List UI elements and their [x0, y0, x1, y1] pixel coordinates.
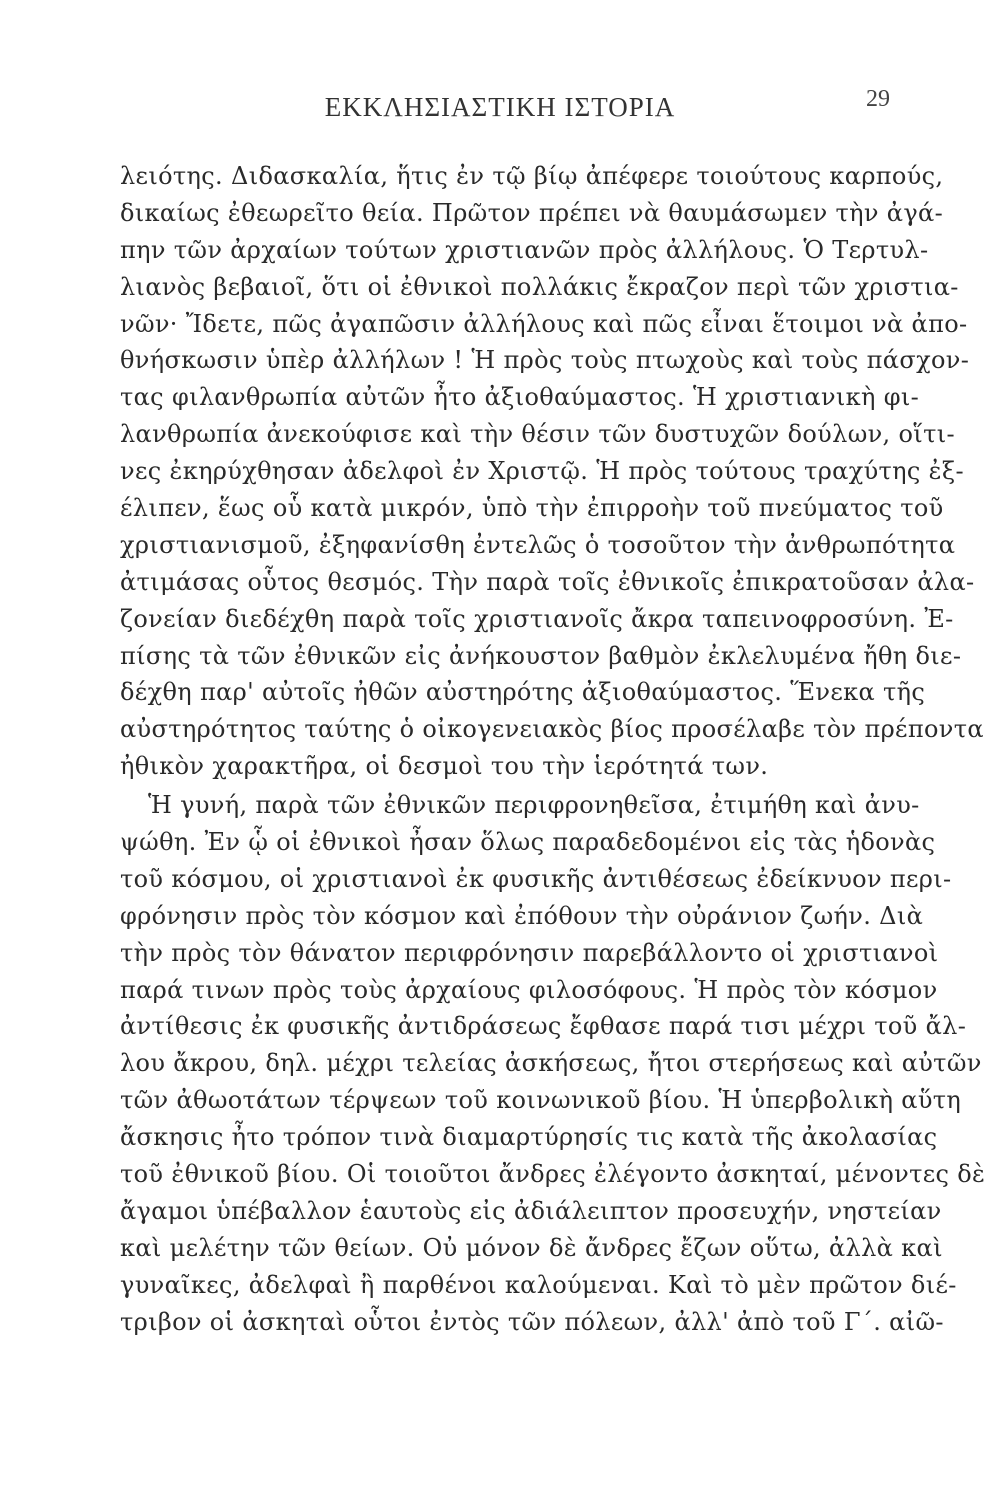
text-line: δέχθη παρ' αὐτοῖς ἠθῶν αὐστηρότης ἀξιοθαύμαστος. Ἕνεκα τῆς: [120, 678, 926, 707]
text-line: τὴν πρὸς τὸν θάνατον περιφρόνησιν παρεβάλλοντο οἱ χριστιανοὶ: [120, 938, 939, 967]
running-header: [120, 86, 890, 123]
text-line: ζονείαν διεδέχθη παρὰ τοῖς χριστιανοῖς ἄκρα ταπεινοφροσύνη. Ἐ-: [120, 604, 954, 633]
page-title: ΕΚΚΛΗΣΙΑΣΤΙΚΗ ΙΣΤΟΡΙΑ: [324, 92, 676, 122]
text-line: πην τῶν ἀρχαίων τούτων χριστιανῶν πρὸς ἀλλήλους. Ὁ Τερτυλ-: [120, 235, 929, 264]
text-line: νῶν· Ἴδετε, πῶς ἀγαπῶσιν ἀλλήλους καὶ πῶς εἶναι ἕτοιμοι νὰ ἀπο-: [120, 309, 968, 338]
text-line: θνήσκωσιν ὑπὲρ ἀλλήλων ! Ἡ πρὸς τοὺς πτωχοὺς καὶ τοὺς πάσχον-: [120, 346, 970, 375]
text-line: αὐστηρότητος ταύτης ὁ οἰκογενειακὸς βίος προσέλαβε τὸν πρέποντα: [120, 715, 984, 744]
text-line: ἀτιμάσας οὗτος θεσμός. Τὴν παρὰ τοῖς ἐθνικοῖς ἐπικρατοῦσαν ἀλα-: [120, 567, 975, 596]
text-line: παρά τινων πρὸς τοὺς ἀρχαίους φιλοσόφους. Ἡ πρὸς τὸν κόσμον: [120, 975, 938, 1004]
text-line: τῶν ἀθωοτάτων τέρψεων τοῦ κοινωνικοῦ βίου. Ἡ ὑπερβολικὴ αὕτη: [120, 1086, 962, 1115]
page-number: 29: [866, 86, 890, 112]
text-line: ψώθη. Ἐν ᾧ οἱ ἐθνικοὶ ἦσαν ὅλως παραδεδομένοι εἰς τὰς ἡδονὰς: [120, 828, 936, 857]
text-line: φρόνησιν πρὸς τὸν κόσμον καὶ ἐπόθουν τὴν οὐράνιον ζωήν. Διὰ: [120, 901, 924, 930]
text-line: λιανὸς βεβαιοῖ, ὅτι οἱ ἐθνικοὶ πολλάκις ἔκραζον περὶ τῶν χριστια-: [120, 272, 959, 301]
text-line: γυναῖκες, ἀδελφαὶ ἢ παρθένοι καλούμεναι. Καὶ τὸ μὲν πρῶτον διέ-: [120, 1270, 957, 1299]
text-line: λειότης. Διδασκαλία, ἥτις ἐν τῷ βίῳ ἀπέφερε τοιούτους καρπούς,: [120, 162, 944, 190]
text-line: νες ἐκηρύχθησαν ἀδελφοὶ ἐν Χριστῷ. Ἡ πρὸς τούτους τραχύτης ἐξ-: [120, 457, 964, 486]
text-line: έλιπεν, ἕως οὗ κατὰ μικρόν, ὑπὸ τὴν ἐπιρροὴν τοῦ πνεύματος τοῦ: [120, 494, 944, 523]
text-line: τοῦ ἐθνικοῦ βίου. Οἱ τοιοῦτοι ἄνδρες ἐλέγοντο ἀσκηταί, μένοντες δὲ: [120, 1160, 986, 1189]
text-line: ἠθικὸν χαρακτῆρα, οἱ δεσμοὶ του τὴν ἱερότητά των.: [120, 752, 769, 781]
text-line: δικαίως ἐθεωρεῖτο θεία. Πρῶτον πρέπει νὰ θαυμάσωμεν τὴν ἀγά-: [120, 198, 944, 227]
text-line: τριβον οἱ ἀσκηταὶ οὗτοι ἐντὸς τῶν πόλεων, ἀλλ' ἀπὸ τοῦ Γ΄. αἰῶ-: [120, 1307, 944, 1336]
text-line: λου ἄκρου, δηλ. μέχρι τελείας ἀσκήσεως, ἤτοι στερήσεως καὶ αὐτῶν: [120, 1049, 982, 1078]
text-line: τοῦ κόσμου, οἱ χριστιανοὶ ἐκ φυσικῆς ἀντιθέσεως ἐδείκνυον περι-: [120, 864, 952, 893]
text-line: ἀντίθεσις ἐκ φυσικῆς ἀντιδράσεως ἔφθασε παρά τισι μέχρι τοῦ ἄλ-: [120, 1012, 967, 1041]
text-line: ἄγαμοι ὑπέβαλλον ἑαυτοὺς εἰς ἀδιάλειπτον προσευχήν, νηστείαν: [120, 1196, 942, 1225]
text-line: καὶ μελέτην τῶν θείων. Οὐ μόνον δὲ ἄνδρες ἔζων οὕτω, ἀλλὰ καὶ: [120, 1233, 943, 1262]
text-line: τας φιλανθρωπία αὐτῶν ἦτο ἀξιοθαύμαστος. Ἡ χριστιανικὴ φι-: [120, 383, 920, 412]
text-line: χριστιανισμοῦ, ἐξηφανίσθη ἐντελῶς ὁ τοσοῦτον τὴν ἀνθρωπότητα: [120, 530, 956, 559]
text-line: ἄσκησις ἦτο τρόπον τινὰ διαμαρτύρησίς τις κατὰ τῆς ἀκολασίας: [120, 1123, 938, 1152]
text-line: πίσης τὰ τῶν ἐθνικῶν εἰς ἀνήκουστον βαθμὸν ἐκλελυμένα ἤθη διε-: [120, 641, 962, 670]
body-text: [120, 158, 986, 1341]
text-line: λανθρωπία ἀνεκούφισε καὶ τὴν θέσιν τῶν δυστυχῶν δούλων, οἵτι-: [120, 420, 955, 449]
paragraph-start-line: Ἡ γυνή, παρὰ τῶν ἐθνικῶν περιφρονηθεῖσα, ἐτιμήθη καὶ ἀνυ-: [148, 791, 920, 820]
